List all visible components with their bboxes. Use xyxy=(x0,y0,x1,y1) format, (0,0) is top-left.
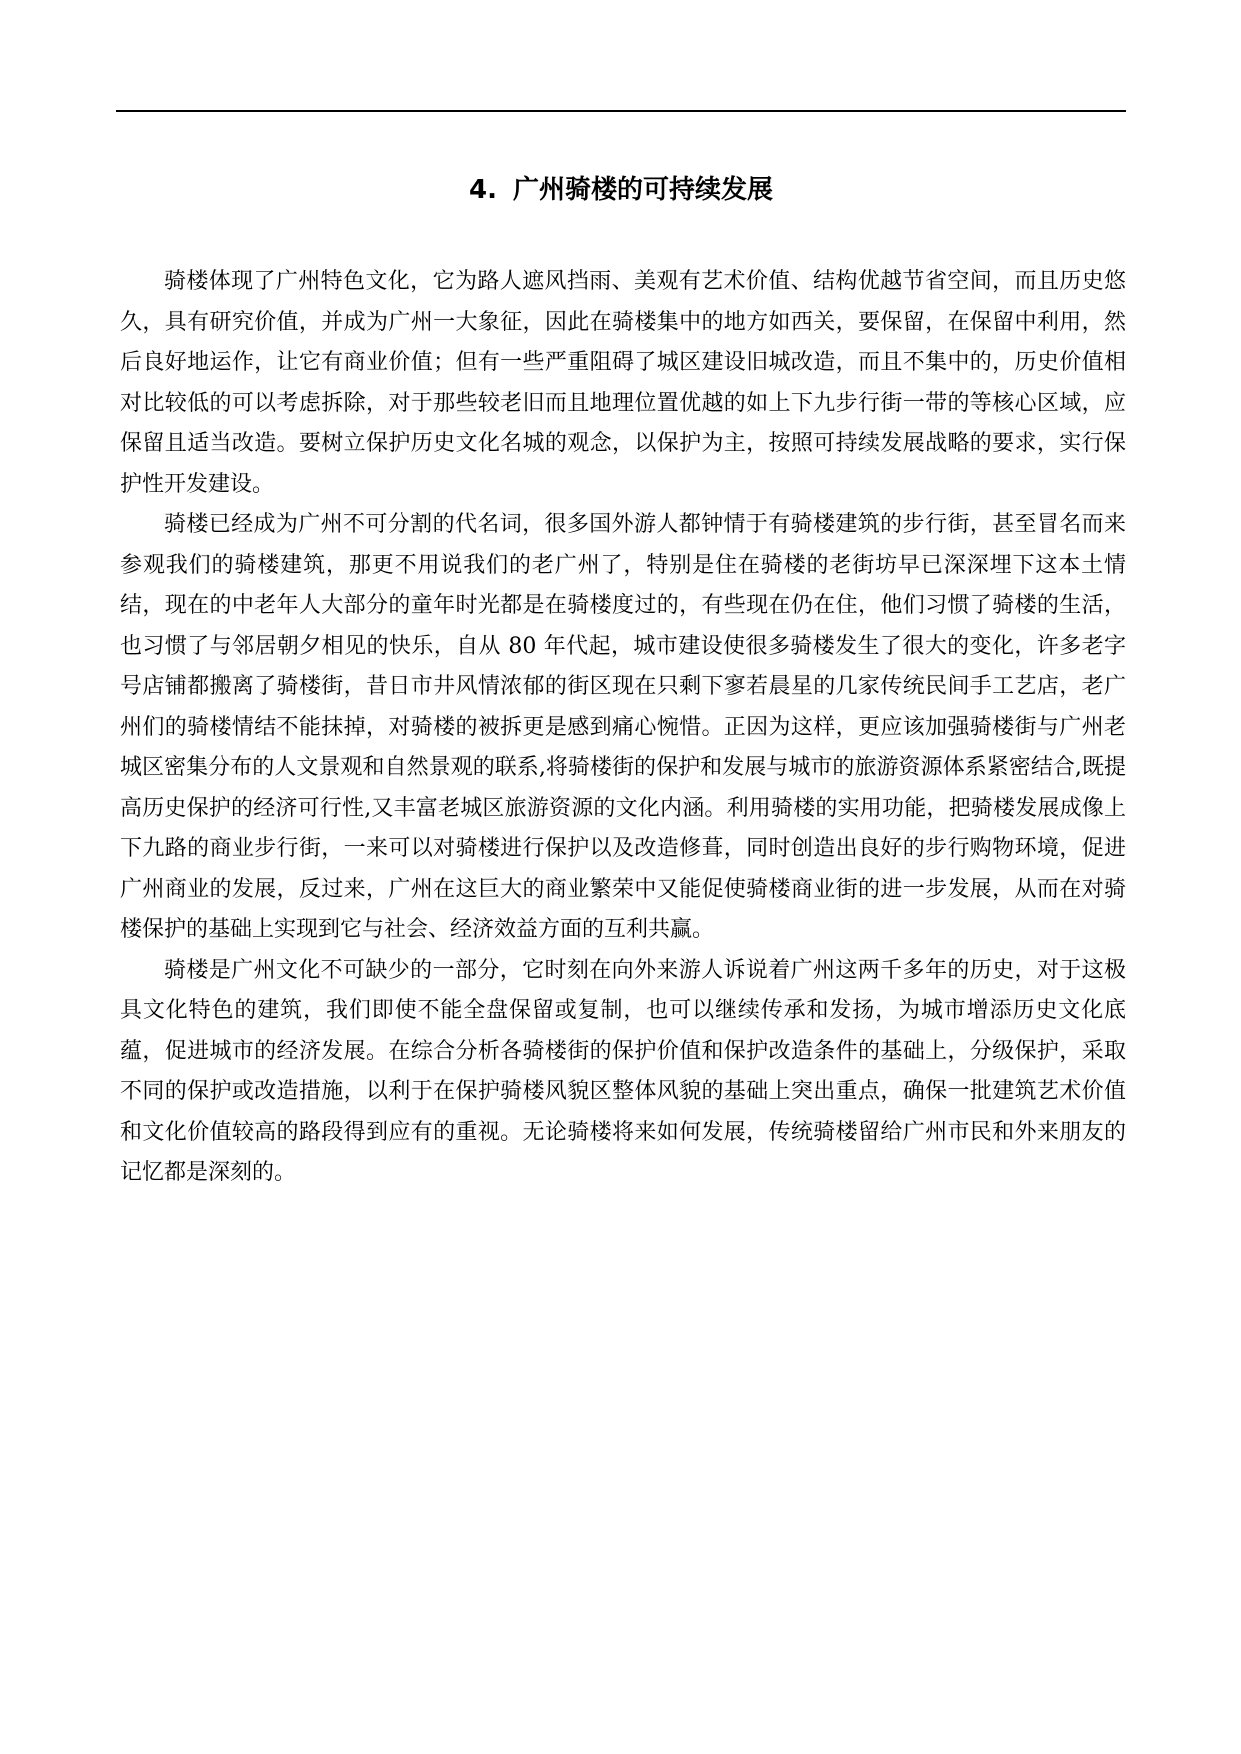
section-title xyxy=(116,170,1126,210)
header-rule xyxy=(116,110,1126,112)
paragraph-1: 骑楼体现了广州特色文化，它为路人遮风挡雨、美观有艺术价值、结构优越节省空间，而且历史悠久，具有研究价值，并成为广州一大象征，因此在骑楼集中的地方如西关，要保留，在保留中利用，然后良好地运作，让它有商业价值；但有一些严重阻碍了城区建设旧城改造，而且不集中的，历史价值相对比较低的可以考虑拆除，对于那些较老旧而且地理位置优越的如上下九步行街一带的等核心区域，应保留且适当改造。要树立保护历史文化名城的观念，以保护为主，按照可持续发展战略的要求，实行保护性开发建设。 xyxy=(120,269,1126,497)
paragraph-2: 骑楼已经成为广州不可分割的代名词，很多国外游人都钟情于有骑楼建筑的步行街，甚至冒名而来参观我们的骑楼建筑，那更不用说我们的老广州了，特别是住在骑楼的老街坊早已深深埋下这本土情结，现在的中老年人大部分的童年时光都是在骑楼度过的，有些现在仍在住，他们习惯了骑楼的生活，也习惯了与邻居朝夕相见的快乐，自从 80 年代起，城市建设使很多骑楼发生了很大的变化，许多老字号店铺都搬离了骑楼街，昔日市井风情浓郁的街区现在只剩下寥若晨星的几家传统民间手工艺店，老广州们的骑楼情结不能抹掉，对骑楼的被拆更是感到痛心惋惜。正因为这样，更应该加强骑楼街与广州老城区密集分布的人文景观和自然景观的联系,将骑楼街的保护和发展与城市的旅游资源体系紧密结合,既提高历史保护的经济可行性,又丰富老城区旅游资源的文化内涵。利用骑楼的实用功能，把骑楼发展成像上下九路的商业步行街，一来可以对骑楼进行保护以及改造修葺，同时创造出良好的步行购物环境，促进广州商业的发展，反过来，广州在这巨大的商业繁荣中又能促使骑楼商业街的进一步发展，从而在对骑楼保护的基础上实现到它与社会、经济效益方面的互利共赢。 xyxy=(120,512,1126,942)
body-text xyxy=(120,262,1126,1194)
section-number: 4. xyxy=(469,175,497,205)
section-title-text: 广州骑楼的可持续发展 xyxy=(512,175,773,205)
paragraph-3: 骑楼是广州文化不可缺少的一部分，它时刻在向外来游人诉说着广州这两千多年的历史，对于这极具文化特色的建筑，我们即使不能全盘保留或复制，也可以继续传承和发扬，为城市增添历史文化底蕴，促进城市的经济发展。在综合分析各骑楼街的保护价值和保护改造条件的基础上，分级保护，采取不同的保护或改造措施，以利于在保护骑楼风貌区整体风貌的基础上突出重点，确保一批建筑艺术价值和文化价值较高的路段得到应有的重视。无论骑楼将来如何发展，传统骑楼留给广州市民和外来朋友的记忆都是深刻的。 xyxy=(120,957,1126,1185)
